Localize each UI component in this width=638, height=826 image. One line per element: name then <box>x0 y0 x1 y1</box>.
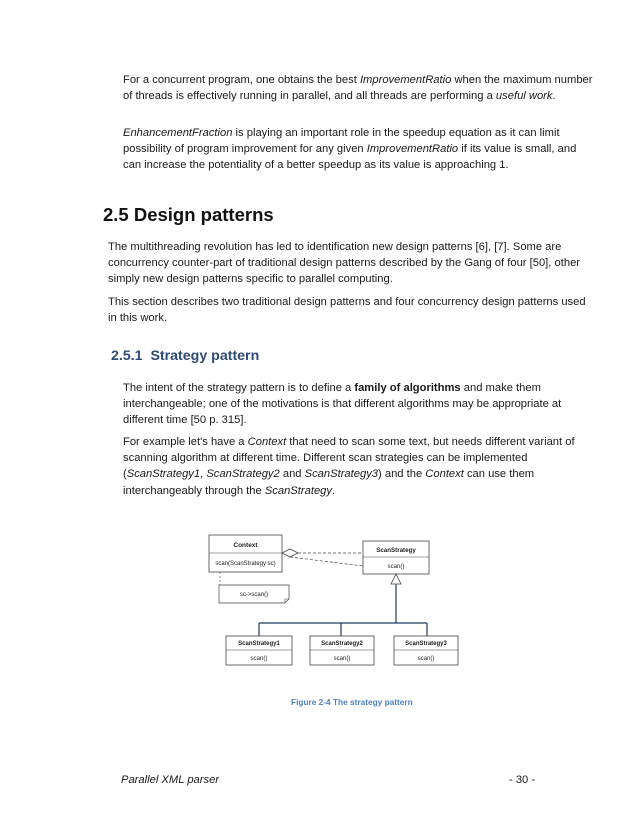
term-useful-work: useful work <box>495 90 553 103</box>
aggregation-diamond <box>282 549 298 557</box>
term-context: Context <box>425 468 464 481</box>
term-enhancement-fraction: EnhancementFraction <box>123 127 233 139</box>
text-run: if its value is small, and can increase the potentiality of a better speedup as its value is approaching 1. <box>123 143 577 172</box>
term-scanstrategy: ScanStrategy <box>264 484 332 497</box>
figure-caption: Figure 2-4 The strategy pattern <box>291 697 413 707</box>
text-run: , <box>200 468 207 481</box>
term-scanstrategy3: ScanStrategy3 <box>304 468 379 481</box>
scanstrategy3-class-method: scan() <box>417 656 435 662</box>
association-line-lower <box>290 557 363 566</box>
scanstrategy2-class-name: ScanStrategy2 <box>321 641 363 647</box>
text-run: is playing an important role in the speedup equation as it can limit possibility of program improvement for any given <box>123 127 560 156</box>
text-run: can use them interchangeably through the <box>123 468 535 497</box>
text-run: that need to scan some text, but needs different variant of scanning algorithm at different time. Different scan strategies can be implemented ( <box>123 436 575 481</box>
scanstrategy2-class-method: scan() <box>333 656 351 662</box>
text-run: when the maximum number of threads is effectively running in parallel, and all threads are performing a <box>123 74 593 103</box>
scanstrategy1-class <box>226 636 292 665</box>
scanstrategy1-class-name: ScanStrategy1 <box>238 641 280 647</box>
subsection-title: Strategy pattern <box>150 348 260 364</box>
text-run: The intent of the strategy pattern is to define a <box>123 382 355 394</box>
footer-title: Parallel XML parser <box>121 774 220 786</box>
context-class <box>209 535 282 572</box>
term-improvement-ratio: ImprovementRatio <box>366 143 459 156</box>
scanstrategy2-class <box>310 636 374 665</box>
text-run: and <box>279 468 305 481</box>
note-box <box>219 572 289 603</box>
scanstrategy1-class-method: scan() <box>250 656 268 662</box>
term-context: Context <box>247 436 287 448</box>
text-run: For example let's have a <box>123 436 248 448</box>
scanstrategy-class-name: ScanStrategy <box>376 547 416 554</box>
scanstrategy3-class-name: ScanStrategy3 <box>405 641 447 647</box>
term-improvement-ratio: ImprovementRatio <box>359 74 452 86</box>
context-class-method: scan(ScanStrategy sc) <box>215 561 276 567</box>
subsection-number: 2.5.1 <box>111 348 143 364</box>
text-run: . <box>331 484 336 497</box>
note-text: sc->scan() <box>239 592 269 598</box>
text-run: . <box>552 90 556 103</box>
text-run: For a concurrent program, one obtains the best <box>123 74 360 86</box>
text-run: and make them interchangeable; one of the motivations is that different algorithms may be appropriate at different time [50 p. 315]. <box>123 382 562 427</box>
term-scanstrategy1: ScanStrategy1 <box>126 468 201 481</box>
section-paragraph-2: This section describes two traditional design patterns and four concurrency design patterns used in this work. <box>108 296 586 325</box>
footer-page-number: - 30 - <box>509 774 536 786</box>
section-title: Design patterns <box>133 204 274 225</box>
scanstrategy-class-method: scan() <box>387 564 405 570</box>
scanstrategy-class <box>363 541 429 574</box>
section-paragraph-1: The multithreading revolution has led to identification new design patterns [6], [7]. Some are concurrency counter-part of traditional design patterns described by the Gang of four [50], other simply new design patterns specific to parallel computing. <box>108 241 581 286</box>
scanstrategy3-class <box>394 636 458 665</box>
section-number: 2.5 <box>103 204 129 225</box>
context-class-name: Context <box>233 542 258 549</box>
text-run: ) and the <box>378 468 426 481</box>
term-scanstrategy2: ScanStrategy2 <box>206 468 280 481</box>
term-family-of-algorithms: family of algorithms <box>354 382 461 394</box>
inheritance-arrow <box>391 574 401 584</box>
